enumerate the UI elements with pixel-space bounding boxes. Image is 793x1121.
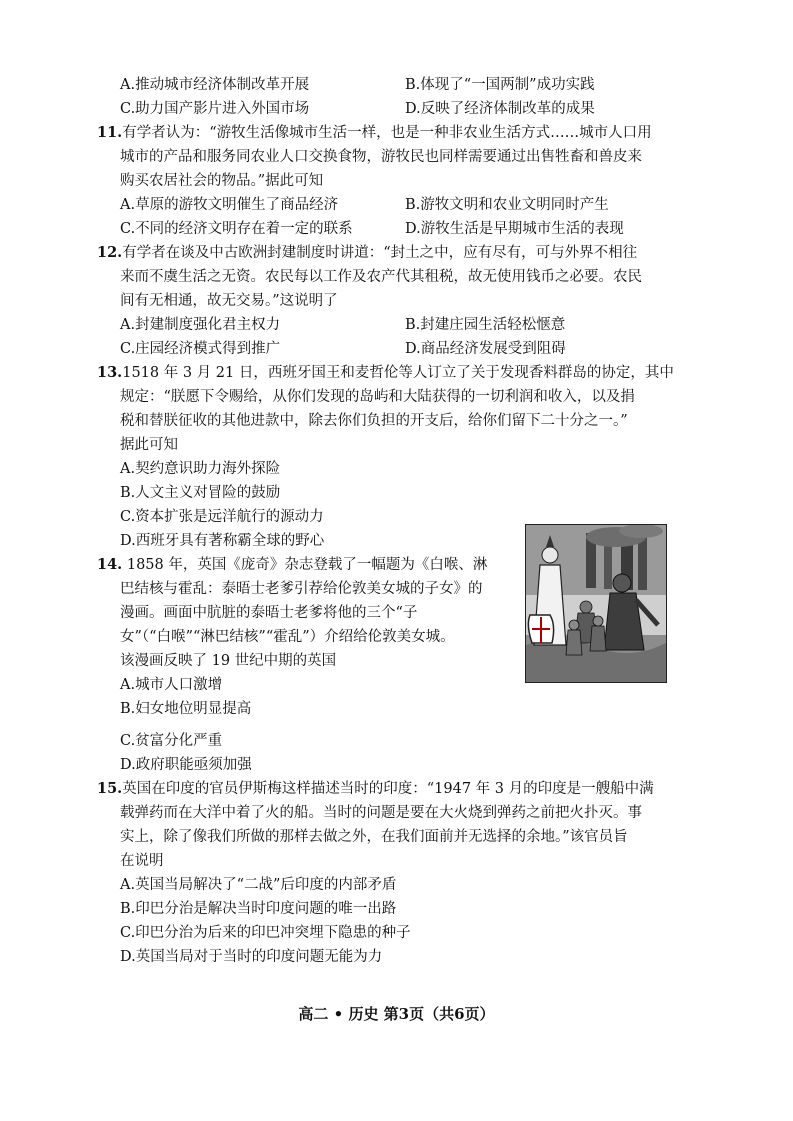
q13-stem-line-2: 规定：“朕愿下令赐给，从你们发现的岛屿和大陆获得的一切利润和收入，以及捐 bbox=[120, 389, 635, 405]
q12-options-row-1 bbox=[120, 315, 680, 335]
q10-option-c: C.助力国产影片进入外国市场 bbox=[120, 101, 310, 117]
q11-stem-line-1: 11.有学者认为：“游牧生活像城市生活一样，也是一种非农业生活方式……城市人口用 bbox=[97, 124, 652, 141]
q13-option-b: B.人文主义对冒险的鼓励 bbox=[120, 485, 281, 501]
page-footer: 高二 • 历史 第3页（共6页） bbox=[298, 1005, 495, 1023]
q15-option-c: C.印巴分治为后来的印巴冲突埋下隐患的种子 bbox=[120, 925, 411, 941]
q10-options-row-1 bbox=[120, 75, 680, 95]
q15-option-b: B.印巴分治是解决当时印度问题的唯一出路 bbox=[120, 901, 397, 917]
q13-stem-line-3: 税和替朕征收的其他进款中，除去你们负担的开支后，给你们留下二十分之一。” bbox=[120, 413, 628, 429]
q15-stem-line-1: 15.英国在印度的官员伊斯梅这样描述当时的印度：“1947 年 3 月的印度是一艘船中满 bbox=[97, 780, 654, 797]
q11-number: 11. bbox=[97, 124, 123, 141]
q12-option-c: C.庄园经济模式得到推广 bbox=[120, 341, 281, 357]
q13-option-a: A.契约意识助力海外探险 bbox=[120, 461, 281, 477]
q14-stem-line-4: 女”（“白喉”“淋巴结核”“霍乱”）介绍给伦敦美女城。 bbox=[120, 629, 455, 645]
q11-option-d: D.游牧生活是早期城市生活的表现 bbox=[405, 221, 624, 237]
q15-option-d: D.英国当局对于当时的印度问题无能为力 bbox=[120, 949, 383, 965]
q14-stem-line-5: 该漫画反映了 19 世纪中期的英国 bbox=[120, 653, 337, 669]
q13-number: 13. bbox=[97, 364, 123, 381]
q14-option-d: D.政府职能亟须加强 bbox=[120, 757, 252, 773]
q14-stem-line-3: 漫画。画面中肮脏的泰晤士老爹将他的三个“子 bbox=[120, 605, 418, 621]
q15-option-a: A.英国当局解决了“二战”后印度的内部矛盾 bbox=[120, 877, 397, 893]
q11-option-b: B.游牧文明和农业文明同时产生 bbox=[405, 197, 609, 213]
q12-option-a: A.封建制度强化君主权力 bbox=[120, 317, 281, 333]
q15-stem-line-3: 实上，除了像我们所做的那样去做之外，在我们面前并无选择的余地。”该官员旨 bbox=[120, 829, 628, 845]
q13-stem-line-1: 13.1518 年 3 月 21 日，西班牙国王和麦哲伦等人订立了关于发现香料群岛的协定，其中 bbox=[97, 364, 674, 381]
q12-option-d: D.商品经济发展受到阻碍 bbox=[405, 341, 566, 357]
q11-options-row-2 bbox=[120, 219, 680, 239]
q10-option-a: A.推动城市经济体制改革开展 bbox=[120, 77, 310, 93]
q11-options-row-1 bbox=[120, 195, 680, 215]
q13-option-c: C.资本扩张是远洋航行的源动力 bbox=[120, 509, 324, 525]
q12-stem-line-1: 12.有学者在谈及中古欧洲封建制度时讲道：“封土之中，应有尽有，可与外界不相往 bbox=[97, 244, 638, 261]
q14-option-a: A.城市人口激增 bbox=[120, 677, 223, 693]
q14-number: 14. bbox=[97, 556, 123, 573]
q10-options-row-2 bbox=[120, 99, 680, 119]
cartoon-illustration-icon bbox=[526, 525, 666, 682]
q15-stem-line-4: 在说明 bbox=[120, 853, 164, 869]
q14-option-c: C.贫富分化严重 bbox=[120, 733, 223, 749]
q13-option-d: D.西班牙具有著称霸全球的野心 bbox=[120, 533, 325, 549]
q10-option-d: D.反映了经济体制改革的成果 bbox=[405, 101, 595, 117]
q14-option-b: B.妇女地位明显提高 bbox=[120, 701, 252, 717]
q14-stem-line-2: 巴结核与霍乱：泰晤士老爹引荐给伦敦美女城的子女》的 bbox=[120, 581, 483, 597]
punch-cartoon-image bbox=[525, 524, 667, 683]
q13-stem-line-4: 据此可知 bbox=[120, 437, 178, 453]
q12-stem-line-3: 间有无相通，故无交易。”这说明了 bbox=[120, 293, 338, 309]
q12-options-row-2 bbox=[120, 339, 680, 359]
q12-number: 12. bbox=[97, 244, 123, 261]
q11-option-c: C.不同的经济文明存在着一定的联系 bbox=[120, 221, 353, 237]
q11-stem-line-3: 购买农居社会的物品。”据此可知 bbox=[120, 173, 324, 189]
q10-option-b: B.体现了“一国两制”成功实践 bbox=[405, 77, 595, 93]
q12-stem-line-2: 来而不虞生活之无资。农民每以工作及农产代其租税，故无使用钱币之必要。农民 bbox=[120, 269, 642, 285]
q11-option-a: A.草原的游牧文明催生了商品经济 bbox=[120, 197, 339, 213]
q15-number: 15. bbox=[97, 780, 123, 797]
q11-stem-line-2: 城市的产品和服务同农业人口交换食物，游牧民也同样需要通过出售牲畜和兽皮来 bbox=[120, 149, 642, 165]
q12-option-b: B.封建庄园生活轻松惬意 bbox=[405, 317, 566, 333]
q14-stem-line-1: 14. 1858 年，英国《庞奇》杂志登载了一幅题为《白喉、淋 bbox=[97, 556, 488, 573]
q15-stem-line-2: 载弹药而在大洋中着了火的船。当时的问题是要在大火烧到弹药之前把火扑灭。事 bbox=[120, 805, 642, 821]
